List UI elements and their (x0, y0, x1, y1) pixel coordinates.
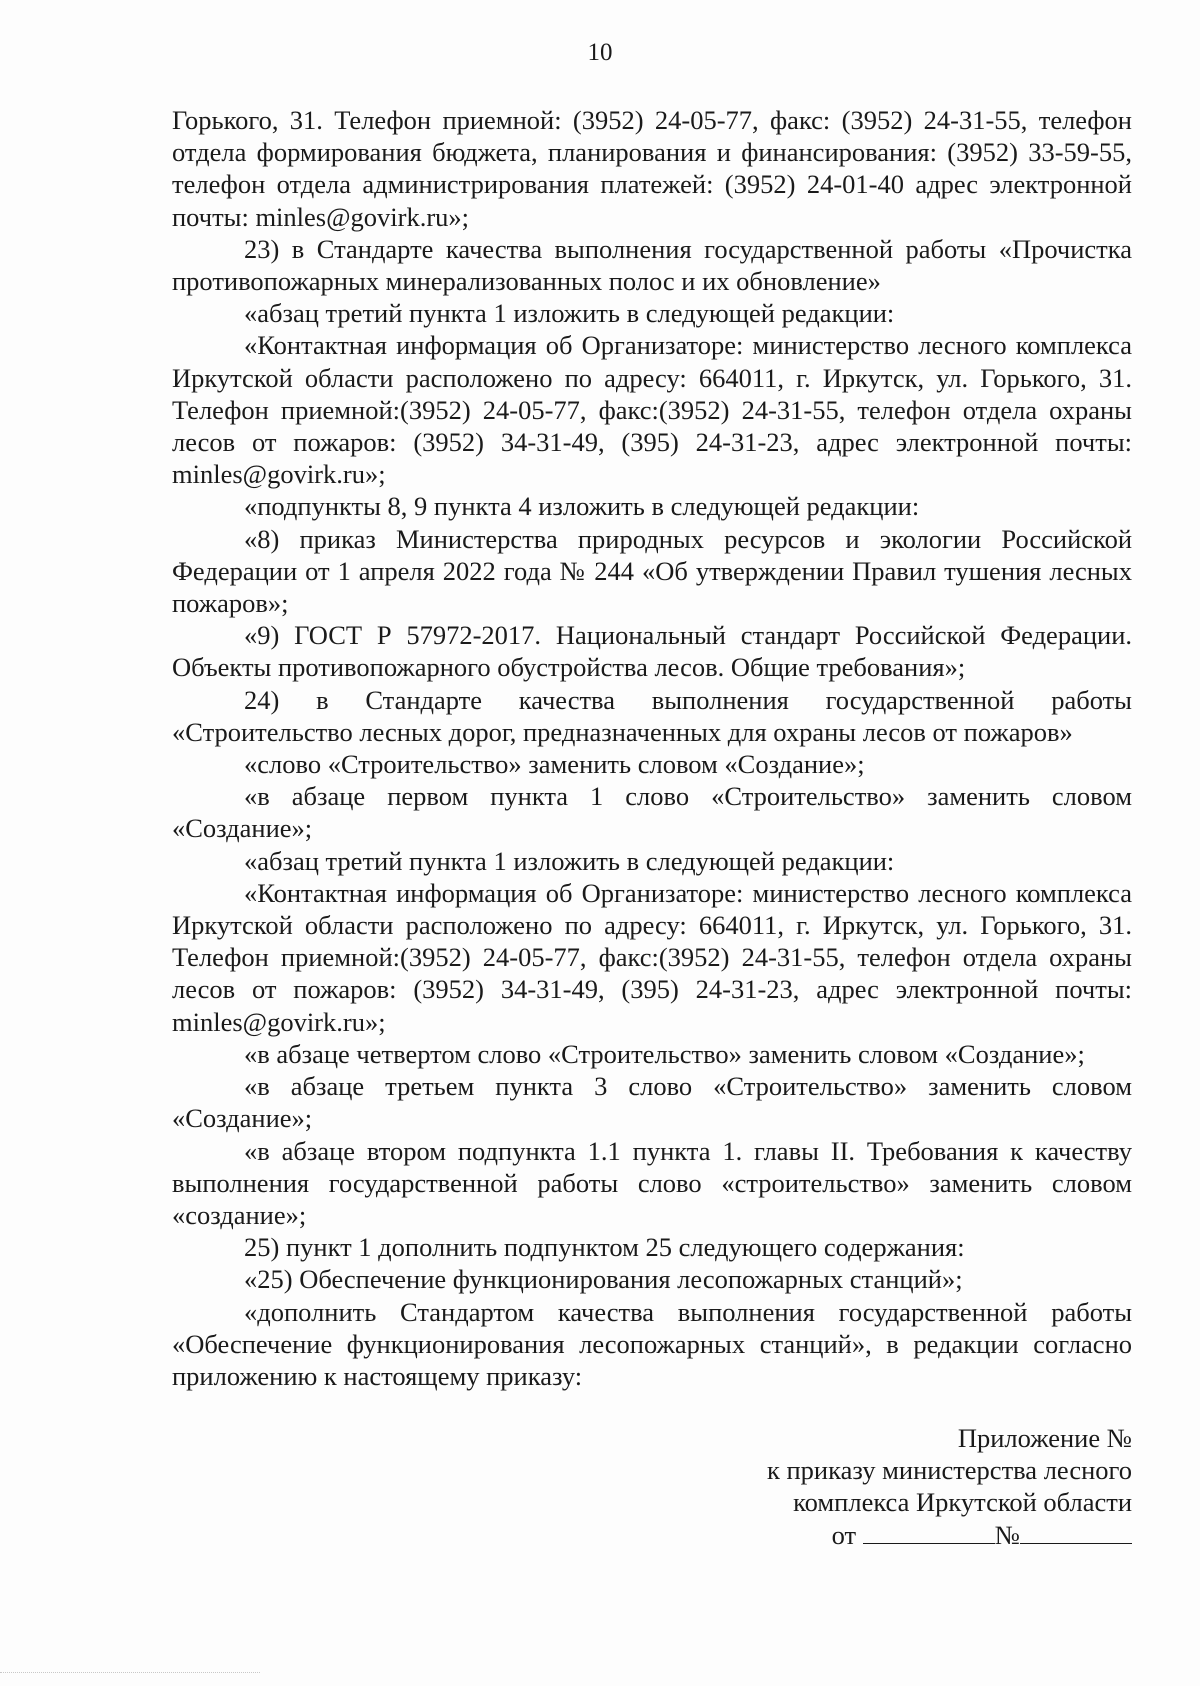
appendix-order-line: к приказу министерства лесного (767, 1455, 1132, 1486)
paragraph-item-23: 23) в Стандарте качества выполнения государственной работы «Прочистка противопожарных минерализованных полос и их обновление» (172, 233, 1132, 297)
scan-artifact (0, 1672, 260, 1679)
paragraph-instruction: «в абзаце втором подпункта 1.1 пункта 1. главы II. Требования к качеству выполнения государственной работы слово «строительство» заменить словом «создание»; (172, 1135, 1132, 1230)
paragraph-subitem-25: «25) Обеспечение функционирования лесопожарных станций»; (244, 1264, 963, 1295)
paragraph-subitem-9: «9) ГОСТ Р 57972-2017. Национальный стандарт Российской Федерации. Объекты противопожарного обустройства лесов. Общие требования»; (172, 620, 1132, 683)
number-blank (1020, 1519, 1132, 1544)
paragraph-contact-info: «Контактная информация об Организаторе: министерство лесного комплекса Иркутской области расположено по адресу: 664011, г. Иркутск, ул. Горького, 31. Телефон приемной:(3952) 24-05-77, факс:(3952) 24-31-55, телефон отдела охраны лесов от пожаров: (3952) 34-31-49, (395) 24-31-23, адрес электронной почты: minles@govirk.ru»; (172, 877, 1132, 1037)
paragraph-instruction: «дополнить Стандартом качества выполнения государственной работы «Обеспечение функционирования лесопожарных станций», в редакции согласно приложению к настоящему приказу: (172, 1296, 1132, 1391)
date-blank (863, 1519, 995, 1544)
paragraph-instruction: «абзац третий пункта 1 изложить в следующей редакции: (244, 845, 895, 876)
appendix-title: Приложение № (957, 1423, 1132, 1453)
page-number: 10 (587, 39, 613, 66)
appendix-ministry-line: комплекса Иркутской области (793, 1487, 1132, 1518)
paragraph-instruction: «в абзаце четвертом слово «Строительство» заменить словом «Создание»; (244, 1038, 1085, 1069)
paragraph-instruction: «подпункты 8, 9 пункта 4 изложить в следующей редакции: (244, 491, 920, 522)
appendix-header (612, 1422, 1132, 1551)
paragraph-continuation: Горького, 31. Телефон приемной: (3952) 24-05-77, факс: (3952) 24-31-55, телефон отдела формирования бюджета, планирования и финансирования: (3952) 33-59-55, телефон отдела администрирования платежей: (3952) 24-01-40 адрес электронной почты: minles@govirk.ru»; (172, 105, 1132, 232)
paragraph-instruction: «в абзаце третьем пункта 3 слово «Строительство» заменить словом «Создание»; (172, 1071, 1132, 1134)
paragraph-instruction: «в абзаце первом пункта 1 слово «Строительство» заменить словом «Создание»; (172, 781, 1132, 844)
paragraph-instruction: «абзац третий пункта 1 изложить в следующей редакции: (244, 298, 895, 329)
paragraph-instruction: «слово «Строительство» заменить словом «Создание»; (244, 749, 865, 780)
appendix-date-number-line (612, 1519, 1132, 1551)
number-sign: № (994, 1519, 1020, 1550)
date-prefix: от (831, 1519, 857, 1550)
paragraph-item-24: 24) в Стандарте качества выполнения государственной работы «Строительство лесных дорог, предназначенных для охраны лесов от пожаров» (172, 684, 1132, 747)
document-body (172, 104, 1132, 1392)
paragraph-contact-info: «Контактная информация об Организаторе: министерство лесного комплекса Иркутской области расположено по адресу: 664011, г. Иркутск, ул. Горького, 31. Телефон приемной:(3952) 24-05-77, факс:(3952) 24-31-55, телефон отдела охраны лесов от пожаров: (3952) 34-31-49, (395) 24-31-23, адрес электронной почты: minles@govirk.ru»; (172, 330, 1132, 490)
paragraph-item-25: 25) пункт 1 дополнить подпунктом 25 следующего содержания: (244, 1232, 965, 1263)
paragraph-subitem-8: «8) приказ Министерства природных ресурсов и экологии Российской Федерации от 1 апреля 2022 года № 244 «Об утверждении Правил тушения лесных пожаров»; (172, 523, 1132, 619)
